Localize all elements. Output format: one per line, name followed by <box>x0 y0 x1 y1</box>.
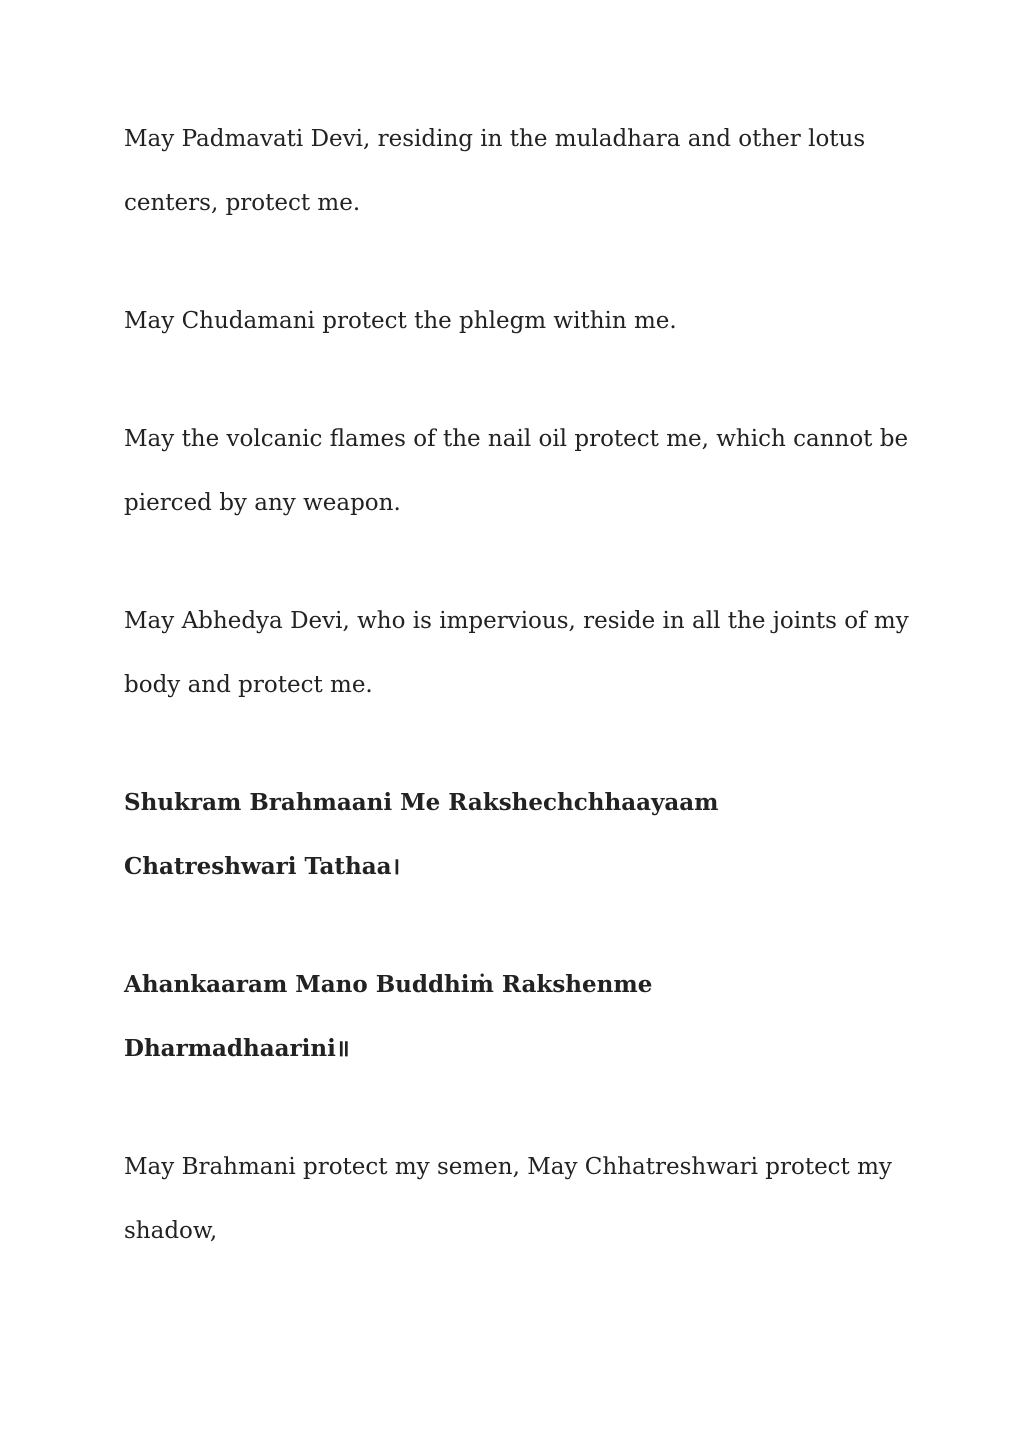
verse-ahankaaram <box>124 953 904 1081</box>
verse-line: Shukram Brahmaani Me Rakshechchhaayaam <box>124 789 719 816</box>
verse-shukram <box>124 771 904 899</box>
text-line: May Padmavati Devi, residing in the muladhara and other lotus <box>124 126 866 152</box>
text-line: body and protect me. <box>124 672 373 698</box>
text-line: centers, protect me. <box>124 190 361 216</box>
text-line: May Chudamani protect the phlegm within me. <box>124 308 677 334</box>
verse-line: Chatreshwari Tathaa। <box>124 853 401 880</box>
paragraph-padmavati <box>124 107 904 235</box>
text-line: May Abhedya Devi, who is impervious, reside in all the joints of my <box>124 608 909 634</box>
paragraph-abhedya <box>124 589 909 717</box>
paragraph-brahmani <box>124 1135 904 1263</box>
paragraph-volcanic-flames <box>124 407 909 535</box>
paragraph-chudamani <box>124 289 904 353</box>
text-line: May Brahmani protect my semen, May Chhatreshwari protect my <box>124 1154 892 1180</box>
text-line: pierced by any weapon. <box>124 490 401 516</box>
text-line: May the volcanic flames of the nail oil protect me, which cannot be <box>124 426 909 452</box>
verse-line: Ahankaaram Mano Buddhiṁ Rakshenme <box>124 971 653 998</box>
document-page <box>124 107 909 1317</box>
text-line: shadow, <box>124 1218 218 1244</box>
verse-line: Dharmadhaarini॥ <box>124 1035 350 1062</box>
